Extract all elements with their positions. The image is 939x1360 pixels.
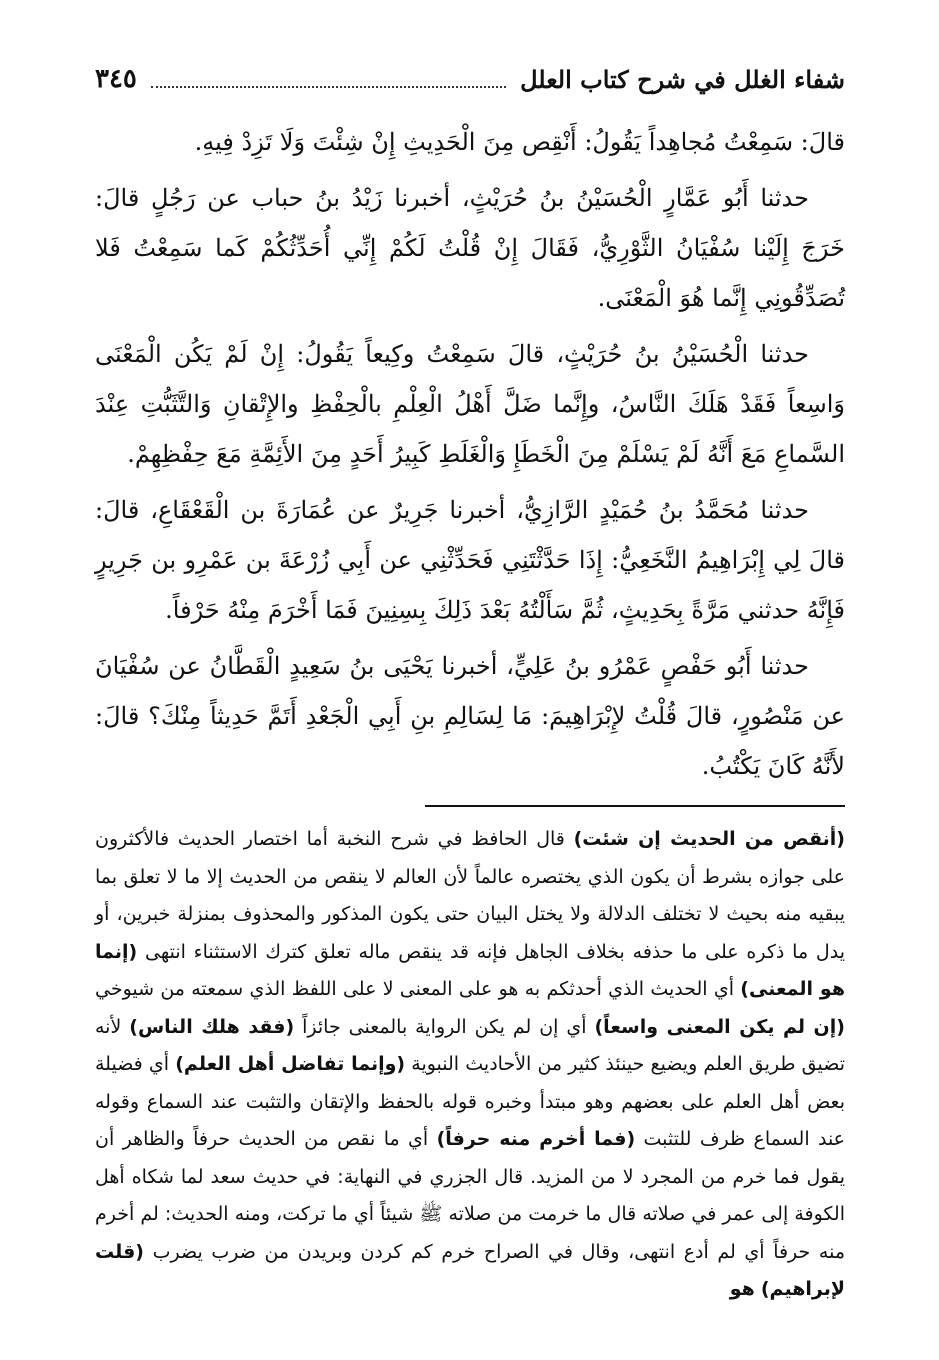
footnote-text: أي الحديث الذي أحدثكم به هو على المعنى لا على اللفظ الذي سمعته من شيوخي xyxy=(95,978,735,1000)
footnote-text: لأنه تضيق طريق العلم ويضيع حينئذ كثير من الأحاديث النبوية xyxy=(95,1015,846,1075)
document-page xyxy=(95,55,845,1345)
page-number: ٣٤٥ xyxy=(95,64,137,94)
footnote-text: أي إن لم يكن الرواية بالمعنى جائزاً xyxy=(302,1015,587,1038)
main-paragraph: حدثنا مُحَمَّدُ بنُ حُمَيْدٍ الرَّازِيُّ، أخبرنا جَرِيرٌ عن عُمَارَةَ بن الْقَعْقَاعِ، قالَ: قالَ لِي إِبْرَاهِيمُ النَّخَعِيُّ: إِذَا حَدَّثْتَنِي فَحَدِّثْنِي عن أَبِي زُرْعَةَ بن عَمْرِو بن جَرِيرٍ فَإِنَّهُ حدثني مَرَّةً بِحَدِيثٍ، ثُمَّ سَأَلْتُهُ بَعْدَ ذَلِكَ بِسِنِينَ فَمَا أَخْرَمَ مِنْهُ حَرْفاً. xyxy=(95,496,845,624)
footnote-lemma: (قلت لإبراهيم) xyxy=(95,1240,845,1300)
footnote-text: قال الحافظ في شرح النخبة أما اختصار الحديث فالأكثرون على جوازه بشرط أن يكون الذي يختصره عالماً لأن العالم لا ينقص من الحديث إلا ما لا تعلق بما يبقيه منه بحيث لا تختلف الدلالة ولا يختل البيان حتى يكون المذكور والمحذوف بمنزلة خبرين، أو يدل ما ذكره على ما حذفه بخلاف الجاهل فإنه قد ينقص ماله تعلق كترك الاستثناء انتهى xyxy=(95,828,845,963)
footnote-lemma: (إن لم يكن المعنى واسعاً) xyxy=(594,1015,845,1038)
main-paragraph: حدثنا الْحُسَيْنُ بنُ حُرَيْثٍ، قالَ سَمِعْتُ وكِيعاً يَقُولُ: إِنْ لَمْ يَكُن الْمَعْنَى وَاسِعاً فَقَدْ هَلَكَ النَّاسُ، وإِنَّما ضَلَّ أَهْلُ الْعِلْمِ بالْحِفْظِ والإِتْقانِ وَالتَّثَبُّتِ عِنْدَ السَّماعِ مَعَ أَنَّهُ لَمْ يَسْلَمْ مِنَ الْخَطَإِ وَالْغَلَطِ كَبِيرُ أَحَدٍ مِنَ الأَئِمَّةِ مَعَ حِفْظِهِمْ. xyxy=(95,340,845,468)
main-paragraph: حدثنا أَبُو عَمَّارٍ الْحُسَيْنُ بنُ حُرَيْثٍ، أخبرنا زَيْدُ بنُ حباب عن رَجُلٍ قالَ: خَرَجَ إِلَيْنا سُفْيَانُ الثَّوْرِيُّ، فَقَالَ إِنْ قُلْتُ لَكُمْ إِنِّي أُحَدِّثُكُمْ كَما سَمِعْتُ فَلا تُصَدِّقُونِي إِنَّما هُوَ الْمَعْنَى. xyxy=(95,184,845,312)
running-head-title: شفاء الغلل في شرح كتاب العلل xyxy=(520,64,845,94)
footnote-lemma: (إنما هو المعنى) xyxy=(95,940,846,1000)
footnote-lemma: (فقد هلك الناس) xyxy=(129,1015,295,1038)
main-paragraph: قالَ: سَمِعْتُ مُجاهِداً يَقُولُ: أَنْقِص مِنَ الْحَدِيثِ إِنْ شِئْتَ وَلَا تَزِدْ فِيهِ. xyxy=(194,128,845,156)
main-text xyxy=(95,117,845,791)
dotted-leader xyxy=(151,86,506,88)
running-head xyxy=(95,55,845,103)
footnote-separator xyxy=(425,805,845,807)
main-paragraph: حدثنا أَبُو حَفْصٍ عَمْرُو بنُ عَلِيٍّ، أخبرنا يَحْيَى بنُ سَعِيدٍ الْقَطَّانُ عن سُفْيَانَ عن مَنْصُورٍ، قالَ قُلْتُ لإِبْرَاهِيمَ: مَا لِسَالِمِ بنِ أَبِي الْجَعْدِ أَتَمَّ حَدِيثاً مِنْكَ؟ قالَ: لأَنَّهُ كَانَ يَكْتُبُ. xyxy=(95,652,845,780)
footnote-text: هو xyxy=(729,1278,755,1300)
footnote-block xyxy=(95,821,845,1309)
footnote-lemma: (وإنما تفاضل أهل العلم) xyxy=(175,1053,406,1075)
footnote-text: أي ما نقص من الحديث حرفاً والظاهر أن يقول فما خرم من المجرد لا من المزيد. قال الجزري في النهاية: في حديث سعد لما شكاه أهل الكوفة إلى عمر في صلاته قال ما خرمت من صلاته ﷺ شيئاً أي ما تركت، ومنه الحديث: لم أخرم منه حرفاً أي لم أدع انتهى، وقال في الصراح خرم كم كردن وبريدن من ضرب يضرب xyxy=(95,1128,845,1263)
footnote-lemma: (فما أخرم منه حرفاً) xyxy=(436,1128,636,1150)
footnote-text: أي فضيلة بعض أهل العلم على بعضهم وهو مبتدأ وخبره قوله بالحفظ والإتقان والتثبت عند السماع وقوله عند السماع ظرف للتثبت xyxy=(95,1053,846,1150)
footnote-lemma: (أنقص من الحديث إن شئت) xyxy=(573,828,845,850)
